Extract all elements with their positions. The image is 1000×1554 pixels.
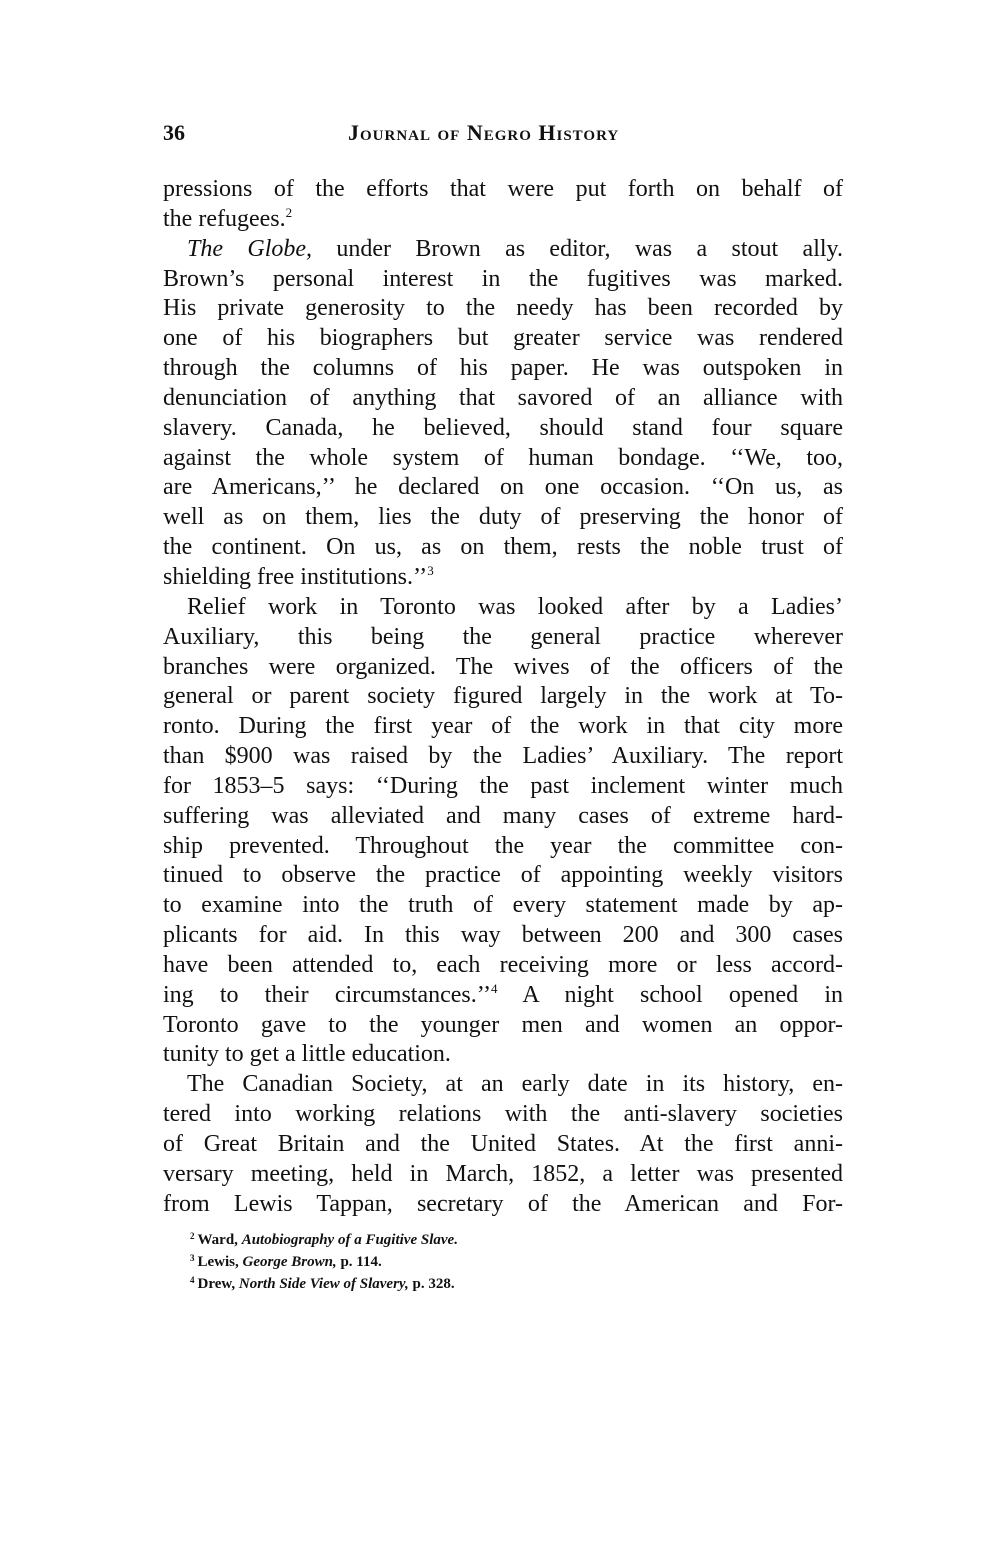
text-segment: the refugees. [163,205,286,232]
text-line [163,175,843,205]
italic-title: George Brown, [242,1254,337,1270]
text-line [163,1100,843,1130]
body-text [163,175,843,1220]
text-segment: ship prevented. Throughout the year the committee con- [163,832,843,859]
text-segment: the continent. On us, as on them, rests the noble trust of [163,534,843,561]
text-segment: for 1853–5 says: ‘‘During the past inclement winter much [163,772,843,799]
text-segment: branches were organized. The wives of the officers of the [163,653,843,680]
text-line [163,294,843,324]
text-line [163,861,843,891]
text-segment: shielding free institutions.’’ [163,563,428,590]
text-line [163,981,843,1011]
footnote-marker: 4 [190,1275,195,1285]
text-segment: from Lewis Tappan, secretary of the American and For- [163,1190,843,1217]
text-line [163,1190,843,1220]
text-line [163,891,843,921]
text-segment: tunity to get a little education. [163,1041,451,1068]
text-line [163,444,843,474]
page-header [163,120,843,152]
italic-title: Autobiography of a Fugitive Slave. [241,1232,458,1248]
footnotes [190,1229,790,1295]
footnote-marker: 3 [427,562,434,578]
text-line [163,951,843,981]
text-line [163,772,843,802]
text-line [163,324,843,354]
text-line [163,653,843,683]
footnote-marker: 4 [490,980,498,996]
text-line [163,712,843,742]
text-line [163,563,843,593]
footnote-marker: 2 [285,204,293,220]
text-segment: Brown’s personal interest in the fugitives was marked. [163,265,843,292]
text-segment: ing to their circumstances.’’ [163,981,491,1008]
text-segment: plicants for aid. In this way between 200 and 300 cases [163,922,843,949]
italic-title: North Side View of Slavery, [238,1276,409,1292]
running-title: Journal of Negro History [348,120,620,145]
text-line [163,742,843,772]
text-segment: denunciation of anything that savored of an alliance with [163,384,843,411]
text-line [163,384,843,414]
text-line [163,1160,843,1190]
page-number: 36 [163,120,185,145]
text-line [163,682,843,712]
footnote [190,1229,790,1251]
text-segment: Relief work in Toronto was looked after by a Ladies’ [187,593,843,620]
text-segment: ronto. During the first year of the work in that city more [163,713,843,740]
footnote [190,1251,790,1273]
text-segment: The Canadian Society, at an early date in its history, en- [187,1071,843,1098]
text-line [163,473,843,503]
text-segment: Toronto gave to the younger men and women an oppor- [163,1011,843,1038]
text-segment: p. 328. [408,1276,455,1292]
text-segment: one of his biographers but greater service was rendered [163,325,843,352]
footnote-marker: 3 [190,1253,195,1263]
text-line [163,414,843,444]
text-segment: well as on them, lies the duty of preserving the honor of [163,504,843,531]
text-line [163,205,843,235]
text-line [163,1070,843,1100]
text-segment: slavery. Canada, he believed, should stand four square [163,414,843,441]
text-segment: tinued to observe the practice of appointing weekly visitors [163,862,843,889]
text-line [163,354,843,384]
text-segment: A night school opened in [497,981,843,1008]
text-segment: tered into working relations with the anti-slavery societies [163,1101,843,1128]
text-line [163,1130,843,1160]
text-segment: have been attended to, each receiving more or less accord- [163,951,843,978]
text-line [163,1011,843,1041]
text-segment: under Brown as editor, was a stout ally. [312,235,843,262]
text-line [163,802,843,832]
text-segment: of Great Britain and the United States. At the first anni- [163,1131,843,1157]
text-segment: versary meeting, held in March, 1852, a letter was presented [163,1160,843,1187]
text-line [163,235,843,265]
footnote [190,1273,790,1295]
text-line [163,921,843,951]
text-segment: Lewis, [197,1254,243,1270]
text-line [163,265,843,295]
text-line [163,503,843,533]
text-segment: against the whole system of human bondage. ‘‘We, too, [163,444,843,471]
text-segment: are Americans,’’ he declared on one occasion. ‘‘On us, as [163,474,843,501]
footnote-marker: 2 [190,1231,195,1241]
text-line [163,623,843,653]
text-segment: p. 114. [336,1254,382,1270]
text-segment: than $900 was raised by the Ladies’ Auxiliary. The report [163,743,843,770]
text-segment: Ward, [197,1232,242,1248]
text-line [163,533,843,563]
text-line [163,593,843,623]
text-segment: Drew, [197,1276,239,1292]
text-line [163,832,843,862]
text-segment: His private generosity to the needy has been recorded by [163,295,843,322]
text-segment: to examine into the truth of every statement made by ap- [163,892,843,919]
text-segment: Auxiliary, this being the general practice wherever [163,623,843,650]
text-segment: general or parent society figured largely in the work at To- [163,683,843,710]
text-segment: suffering was alleviated and many cases of extreme hard- [163,802,843,829]
text-segment: through the columns of his paper. He was outspoken in [163,355,843,382]
italic-title: The Globe, [187,235,313,262]
text-line [163,1040,843,1070]
text-segment: pressions of the efforts that were put forth on behalf of [163,176,843,202]
